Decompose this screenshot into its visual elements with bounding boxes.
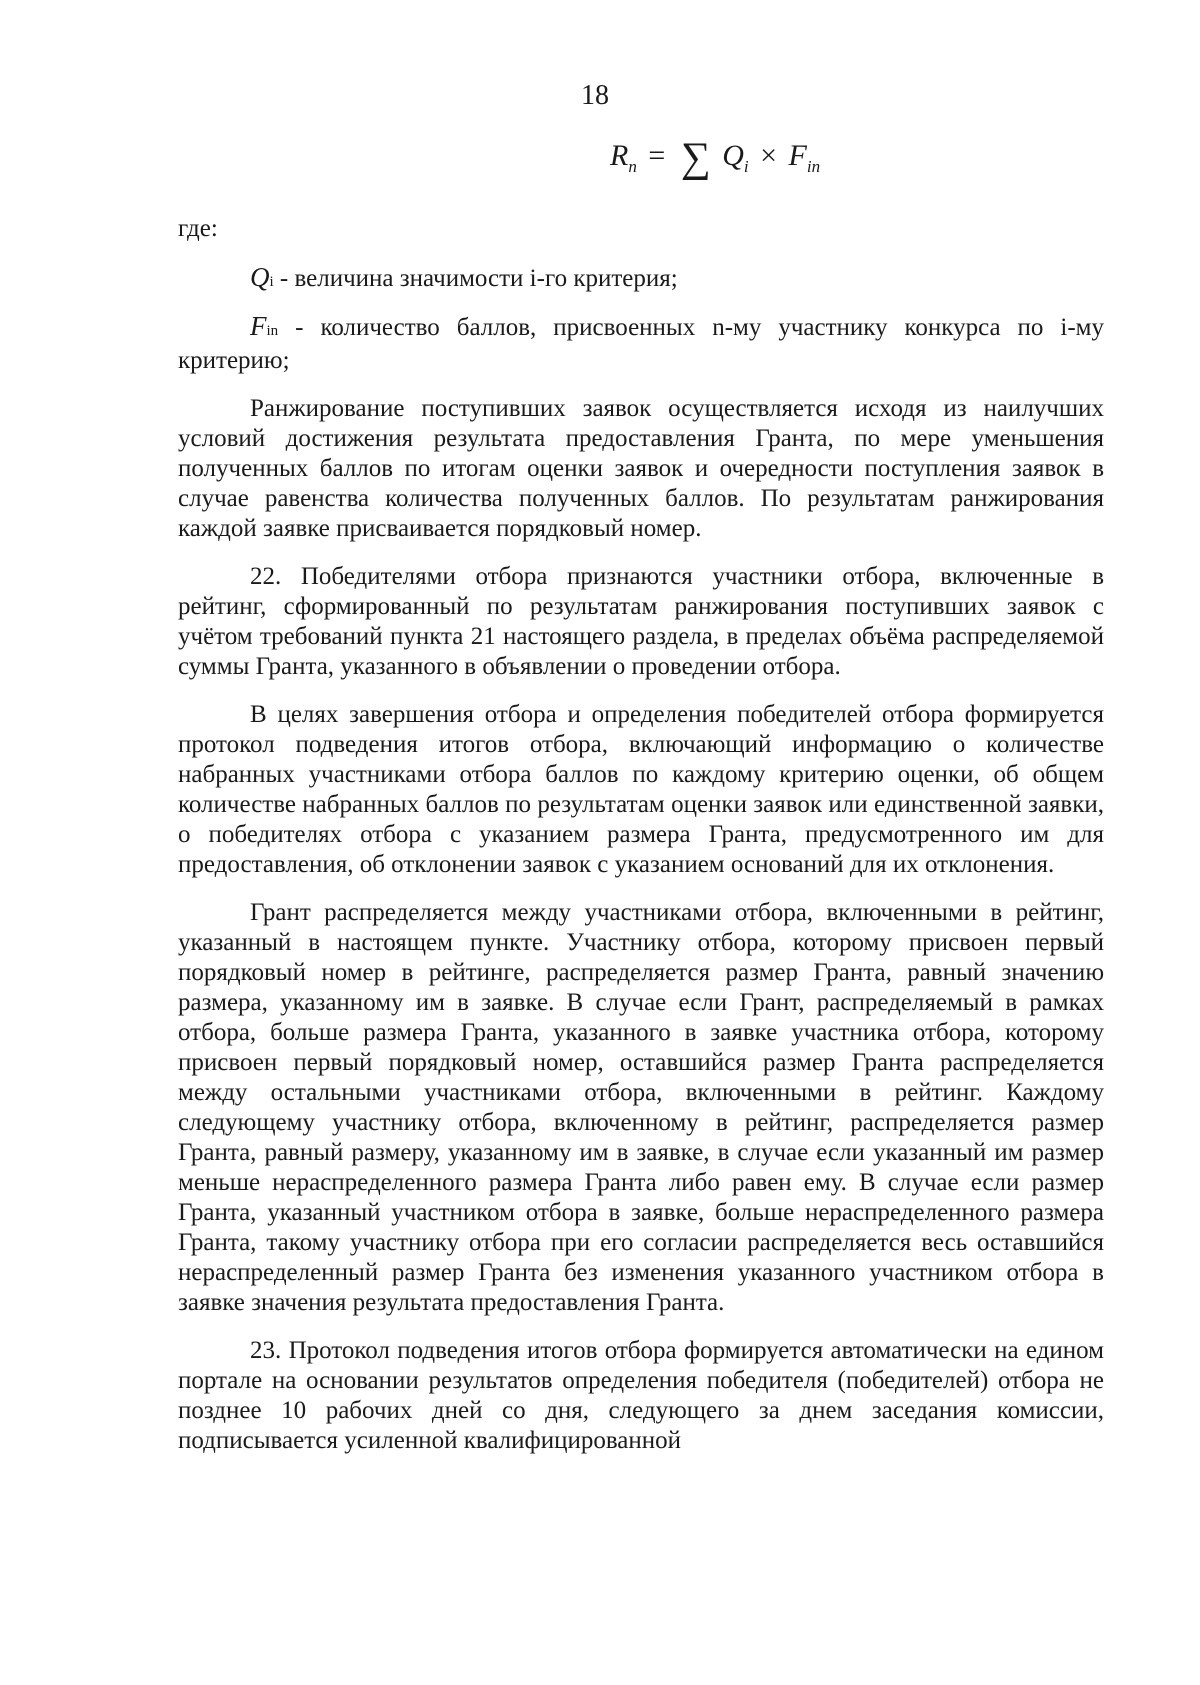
definition-q [178,262,1104,297]
page-number: 18 [581,80,609,111]
definition-q-sub: i [269,274,274,290]
where-label: где: [178,215,218,242]
formula-q: Q [722,139,744,172]
formula-q-sub: i [743,157,749,176]
formula-r: R [610,139,629,172]
formula-r-sub: n [628,157,637,176]
definition-f-text: - количество баллов, присвоенных n-му участнику конкурса по i-му критерию; [178,314,1104,374]
formula-f: F [788,139,807,172]
paragraph-protocol-content: В целях завершения отбора и определения победителей отбора формируется протокол подведения итогов отбора, включающий информацию о количестве набранных участниками отбора баллов по каждому критерию оценки, об общем количестве набранных баллов по результатам оценки заявок или единственной заявки, о победителях отбора с указанием размера Гранта, предусмотренного им для предоставления, об отклонении заявок с указанием оснований для их отклонения. [178,701,1104,878]
paragraph-grant-distribution: Грант распределяется между участниками отбора, включенными в рейтинг, указанный в настоящем пункте. Участнику отбора, которому присвоен первый порядковый номер в рейтинге, распределяется размер Гранта, равный значению размера, указанному им в заявке. В случае если Грант, распределяемый в рамках отбора, больше размера Гранта, указанного в заявке участника отбора, которому присвоен первый порядковый номер, оставшийся размер Гранта распределяется между остальными участниками отбора, включенными в рейтинг. Каждому следующему участнику отбора, включенному в рейтинг, распределяется размер Гранта, равный размеру, указанному им в заявке, в случае если указанный им размер меньше нераспределенного размера Гранта либо равен ему. В случае если размер Гранта, указанный участником отбора в заявке, больше нераспределенного размера Гранта, такому участнику отбора при его согласии распределяется весь оставшийся нераспределенный размер Гранта без изменения указанного участником отбора в заявке значения результата предоставления Гранта. [178,899,1104,1316]
definition-q-text: - величина значимости i-го критерия; [273,265,678,292]
body-text [178,214,1104,1474]
formula-sum-symbol: ∑ [680,135,711,181]
ranking-formula [610,134,820,182]
paragraph-23: 23. Протокол подведения итогов отбора формируется автоматически на едином портале на основании результатов определения победителя (победителей) отбора не позднее 10 рабочих дней со дня, следующего за днем заседания комиссии, подписывается усиленной квалифицированной [178,1337,1104,1454]
definition-f-sub: in [266,323,279,339]
formula-f-sub: in [806,157,821,176]
definition-f-var: F [250,311,267,341]
definition-q-var: Q [250,262,270,292]
paragraph-22: 22. Победителями отбора признаются участники отбора, включенные в рейтинг, сформированный по результатам ранжирования поступивших заявок с учётом требований пункта 21 настоящего раздела, в пределах объёма распределяемой суммы Гранта, указанного в объявлении о проведении отбора. [178,563,1104,680]
paragraph-ranking: Ранжирование поступивших заявок осуществляется исходя из наилучших условий достижения результата предоставления Гранта, по мере уменьшения полученных баллов по итогам оценки заявок и очередности поступления заявок в случае равенства количества полученных баллов. По результатам ранжирования каждой заявке присваивается порядковый номер. [178,395,1104,542]
formula-equals: = [648,139,666,172]
formula-times: × [760,139,778,172]
definition-f [178,311,1104,376]
